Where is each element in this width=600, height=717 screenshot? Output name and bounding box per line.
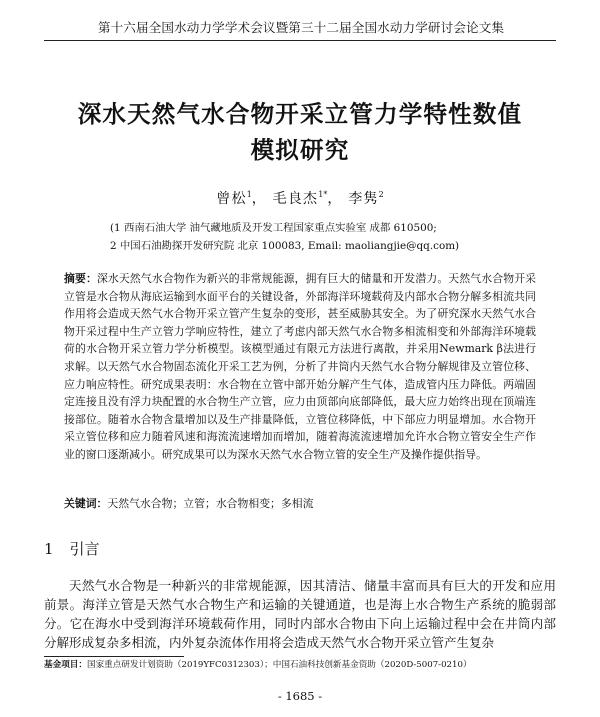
author-separator: ， <box>327 191 343 207</box>
author-affiliation-mark: 1 <box>246 190 252 199</box>
author-list <box>100 185 500 209</box>
body-paragraph: 天然气水合物是一种新兴的非常规能源，因其清洁、储量丰富而具有巨大的开发和应用前景。海洋立管是天然气水合物生产和运输的关键通道，也是海上水合物生产系统的脆弱部分。它在海水中受到海洋环境载荷作用，同时内部水合物由下向上运输过程中会在井筒内部分解形成复杂多相流，内外复杂流体作用将会造成天然气水合物开采立管产生复杂 <box>44 578 556 650</box>
footnote-label: 基金项目： <box>44 660 87 670</box>
section-number: 1 <box>44 540 54 558</box>
affiliation-2: 2 中国石油勘探开发研究院 北京 100083, Email: maoliangjie@qq.com) <box>110 240 460 252</box>
footnote-rule <box>44 656 184 657</box>
paper-title-line-1: 深水天然气水合物开采立管力学特性数值 <box>77 100 523 128</box>
author-name: 毛良杰 <box>272 191 319 207</box>
section-title: 引言 <box>69 540 100 558</box>
section-heading <box>44 539 100 559</box>
abstract <box>64 270 536 464</box>
keywords-label: 关键词： <box>64 497 108 510</box>
affiliation-1: (1 西南石油大学 油气藏地质及开发工程国家重点实验室 成都 610500; <box>110 222 437 234</box>
author-name: 李隽 <box>348 191 379 207</box>
paper-title-line-2: 模拟研究 <box>250 136 350 164</box>
footnote-text: 国家重点研发计划资助（2019YFC0312303）；中国石油科技创新基金资助（2020D-5007-0210） <box>86 660 472 670</box>
keywords <box>64 496 536 512</box>
header-rule <box>44 40 556 41</box>
abstract-label: 摘要： <box>64 272 97 285</box>
author-affiliation-mark: 2 <box>378 190 384 199</box>
running-header: 第十六届全国水动力学学术会议暨第三十二届全国水动力学研讨会论文集 <box>97 20 505 35</box>
funding-footnote <box>44 659 556 671</box>
keywords-text: 天然气水合物；立管；水合物相变；多相流 <box>107 497 314 510</box>
author-separator: ， <box>251 191 267 207</box>
author-affiliation-mark: 1* <box>318 190 328 199</box>
abstract-text: 深水天然气水合物作为新兴的非常规能源，拥有巨大的储量和开发潜力。天然气水合物开采立管是水合物从海底运输到水面平台的关键设备，外部海洋环境载荷及内部水合物分解多相流共同作用将会造成天然气水合物开采立管产生复杂的变形，甚至威胁其安全。为了研究深水天然气水合物开采过程中生产立管力学响应特性，建立了考虑内部天然气水合物多相流相变和外部海洋环境载荷的水合物开采立管力学分析模型。该模型通过有限元方法进行离散，并采用Newmark β法进行求解。以天然气水合物固态流化开采工艺为例，分析了井筒内天然气水合物分解规律及立管位移、应力响应特性。研究成果表明：水合物在立管中部开始分解产生气体，造成管内压力降低。两端固定连接且没有浮力块配置的水合物生产立管，应力由顶部向底部降低，最大应力始终出现在顶端连接部位。随着水合物含量增加以及生产排量降低，立管位移降低，中下部应力明显增加。水合物开采立管位移和应力随着风速和海流流速增加而增加，随着海流流速增加允许水合物立管安全生产作业的窗口逐渐减小。研究成果可以为深水天然气水合物立管的安全生产及操作提供指导。 <box>64 272 537 461</box>
author-name: 曾松 <box>216 191 247 207</box>
page-number: - 1685 - <box>277 689 323 703</box>
